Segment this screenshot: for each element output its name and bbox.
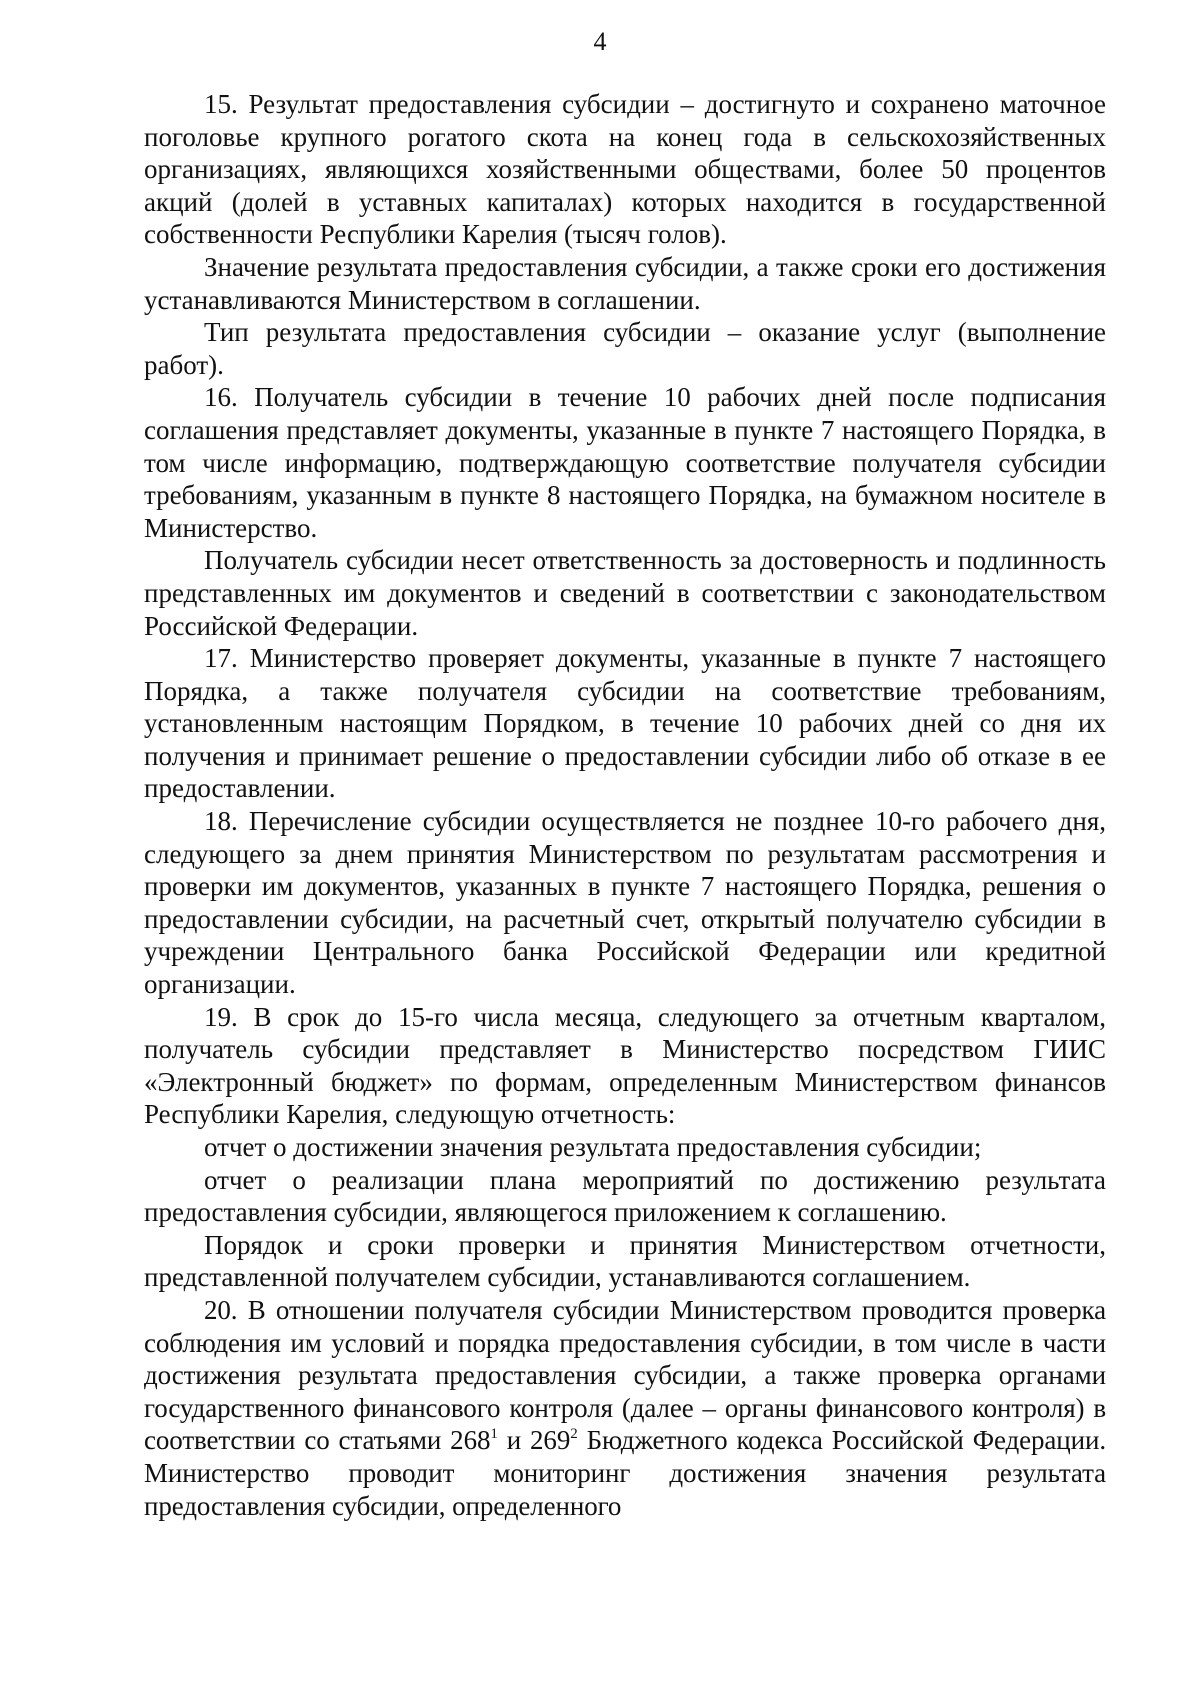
paragraph-20-text-part2: и 269 [497, 1425, 571, 1456]
paragraph-19-reporting: 19. В срок до 15-го числа месяца, следующего за отчетным кварталом, получатель субсидии представляет в Министерство посредством ГИИС «Электронный бюджет» по формам, определенным Министерством финансов Республики Карелия, следующую отчетность: [144, 1001, 1106, 1130]
paragraph-report-achievement: отчет о достижении значения результата предоставления субсидии; [204, 1132, 982, 1162]
paragraph-16-documents: 16. Получатель субсидии в течение 10 рабочих дней после подписания соглашения представляет документы, указанные в пункте 7 настоящего Порядка, в том числе информацию, подтверждающую соответствие получателя субсидии требованиям, указанным в пункте 8 настоящего Порядка, на бумажном носителе в Министерство. [144, 382, 1106, 543]
paragraph-15-result: 15. Результат предоставления субсидии – достигнуто и сохранено маточное поголовье крупного рогатого скота на конец года в сельскохозяйственных организациях, являющихся хозяйственными обществами, более 50 процентов акций (долей в уставных капиталах) которых находится в государственной собственности Республики Карелия (тысяч голов). [144, 89, 1106, 250]
superscript-1: 1 [490, 1426, 498, 1443]
paragraph-18-transfer: 18. Перечисление субсидии осуществляется не позднее 10-го рабочего дня, следующего за днем принятия Министерством по результатам рассмотрения и проверки им документов, указанных в пункте 7 настоящего Порядка, решения о предоставлении субсидии, на расчетный счет, открытый получателю субсидии в учреждении Центрального банка Российской Федерации или кредитной организации. [144, 806, 1106, 1000]
paragraph-17-review: 17. Министерство проверяет документы, указанные в пункте 7 настоящего Порядка, а также получателя субсидии на соответствие требованиям, установленным настоящим Порядком, в течение 10 рабочих дней со дня их получения и принимает решение о предоставлении субсидии либо об отказе в ее предоставлении. [144, 643, 1106, 804]
paragraph-responsibility: Получатель субсидии несет ответственность за достоверность и подлинность представленных им документов и сведений в соответствии с законодательством Российской Федерации. [144, 545, 1106, 641]
paragraph-report-plan: отчет о реализации плана мероприятий по достижению результата предоставления субсидии, являющегося приложением к соглашению. [144, 1164, 1106, 1228]
paragraph-result-type: Тип результата предоставления субсидии – оказание услуг (выполнение работ). [144, 317, 1106, 380]
page-number: 4 [593, 27, 607, 56]
paragraph-result-value: Значение результата предоставления субсидии, а также сроки его достижения устанавливаются Министерством в соглашении. [144, 251, 1106, 315]
paragraph-report-check: Порядок и сроки проверки и принятия Министерством отчетности, представленной получателем субсидии, устанавливаются соглашением. [144, 1229, 1106, 1293]
paragraph-20-text-part1: 20. В отношении получателя субсидии Министерством проводится проверка соблюдения им условий и порядка предоставления субсидии, в том числе в части достижения результата предоставления субсидии, а также проверка органами государственного финансового контроля (далее – органы финансового контроля) в соответствии со статьями 268 [144, 1294, 1106, 1456]
paragraph-20-control [144, 1294, 1106, 1522]
superscript-2: 2 [570, 1426, 578, 1443]
document-body [144, 88, 1106, 1522]
paragraph-20-text-part3: Бюджетного кодекса Российской Федерации. Министерство проводит мониторинг достижения значения результата предоставления субсидии, определенного [144, 1425, 1106, 1521]
